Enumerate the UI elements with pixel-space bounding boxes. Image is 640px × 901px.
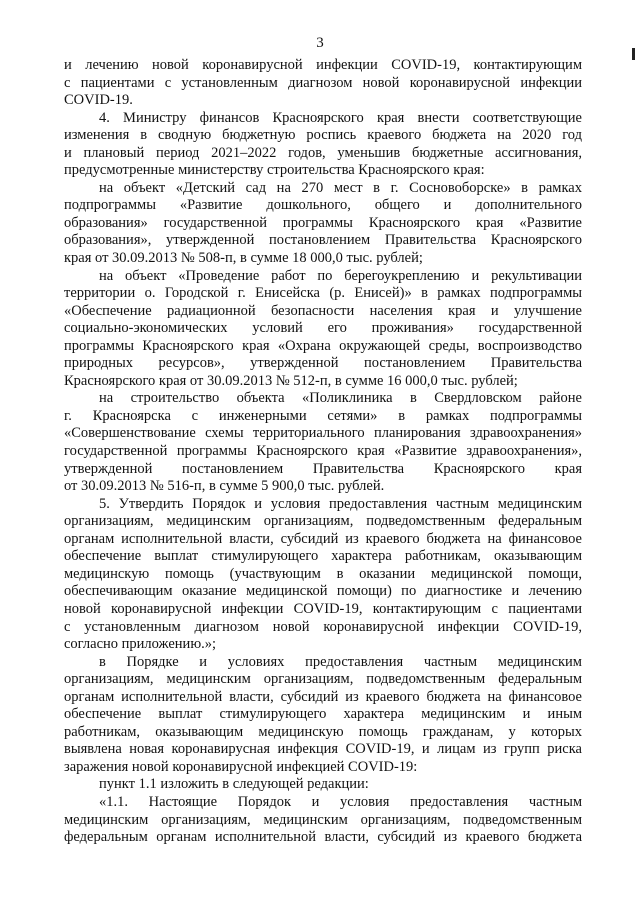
text-line: предусмотренные министерству строительства Красноярского края: xyxy=(64,162,485,179)
text-line: территории о. Городской г. Енисейска (р. Енисей)» в рамках подпрограммы xyxy=(64,285,582,302)
text-line: с пациентами с установленным диагнозом новой коронавирусной инфекции xyxy=(64,74,582,91)
text-line: подпрограммы «Развитие дошкольного, общего и дополнительного xyxy=(64,197,582,214)
text-line: работникам, оказывающим медицинскую помощь гражданам, у которых xyxy=(64,723,582,740)
document-body xyxy=(64,57,582,847)
text-line: утвержденной постановлением Правительства Красноярского края xyxy=(64,460,582,477)
text-line: выявлена новая коронавирусная инфекция COVID-19, и лицам из групп риска xyxy=(64,741,582,758)
text-line: обеспечение выплат стимулирующего характера медицинским и иным xyxy=(64,706,582,723)
text-line: медицинским организациям, медицинским организациям, подведомственным xyxy=(64,811,582,828)
text-line: и лечению новой коронавирусной инфекции COVID-19, контактирующим xyxy=(64,57,582,73)
text-line: в Порядке и условиях предоставления частным медицинским xyxy=(99,653,582,670)
text-line: органам исполнительной власти, субсидий из краевого бюджета на финансовое xyxy=(64,530,582,547)
text-line: края от 30.09.2013 № 508-п, в сумме 18 000,0 тыс. рублей; xyxy=(64,250,423,267)
text-line: программы Красноярского края «Охрана окружающей среды, воспроизводство xyxy=(64,337,582,354)
text-line: «Совершенствование схемы территориального планирования здравоохранения» xyxy=(64,425,582,442)
text-line: COVID-19. xyxy=(64,92,133,109)
text-line: федеральным органам исполнительной власти, субсидий из краевого бюджета xyxy=(64,829,582,846)
text-line: обеспечивающим оказание медицинской помощи) по диагностике и лечению xyxy=(64,583,582,600)
text-line: организациям, медицинским организациям, подведомственным федеральным xyxy=(64,671,582,688)
text-line: организациям, медицинским организациям, подведомственным федеральным xyxy=(64,513,582,530)
text-line: на строительство объекта «Поликлиника в Свердловском районе xyxy=(99,390,582,407)
text-line: новой коронавирусной инфекции COVID-19, контактирующим с пациентами xyxy=(64,600,582,617)
text-line: «Обеспечение радиационной безопасности населения края и улучшение xyxy=(64,302,582,319)
text-line: 5. Утвердить Порядок и условия предоставления частным медицинским xyxy=(99,495,582,512)
text-line: с установленным диагнозом новой коронавирусной инфекции COVID-19, xyxy=(64,618,582,635)
text-line: от 30.09.2013 № 516-п, в сумме 5 900,0 тыс. рублей. xyxy=(64,478,385,495)
text-line: 4. Министру финансов Красноярского края внести соответствующие xyxy=(99,109,582,126)
text-line: государственной программы Красноярского края «Развитие здравоохранения», xyxy=(64,443,582,460)
text-line: на объект «Детский сад на 270 мест в г. Сосновоборске» в рамках xyxy=(99,179,582,196)
text-line: г. Красноярска с инженерными сетями» в рамках подпрограммы xyxy=(64,407,582,424)
text-line: образования», утвержденной постановлением Правительства Красноярского xyxy=(64,232,582,249)
text-line: заражения новой коронавирусной инфекцией COVID-19: xyxy=(64,758,418,775)
text-line: согласно приложению.»; xyxy=(64,636,217,653)
text-line: «1.1. Настоящие Порядок и условия предоставления частным xyxy=(99,793,582,810)
text-line: изменения в сводную бюджетную роспись краевого бюджета на 2020 год xyxy=(64,127,582,144)
text-line: обеспечение выплат стимулирующего характера работникам, оказывающим xyxy=(64,548,582,565)
scan-edge-mark xyxy=(632,48,635,60)
text-line: Красноярского края от 30.09.2013 № 512-п, в сумме 16 000,0 тыс. рублей; xyxy=(64,372,518,389)
text-line: социально-экономических условий его проживания» государственной xyxy=(64,320,582,337)
text-line: пункт 1.1 изложить в следующей редакции: xyxy=(99,776,369,793)
page-number: 3 xyxy=(316,35,324,51)
text-line: медицинскую помощь (участвующим в оказании медицинской помощи, xyxy=(64,565,582,582)
text-line: природных ресурсов», утвержденной постановлением Правительства xyxy=(64,355,582,372)
text-line: на объект «Проведение работ по берегоукреплению и рекультивации xyxy=(99,267,582,284)
text-line: образования» государственной программы Красноярского края «Развитие xyxy=(64,214,582,231)
text-line: органам исполнительной власти, субсидий из краевого бюджета на финансовое xyxy=(64,688,582,705)
text-line: и плановый период 2021–2022 годов, уменьшив бюджетные ассигнования, xyxy=(64,144,582,161)
